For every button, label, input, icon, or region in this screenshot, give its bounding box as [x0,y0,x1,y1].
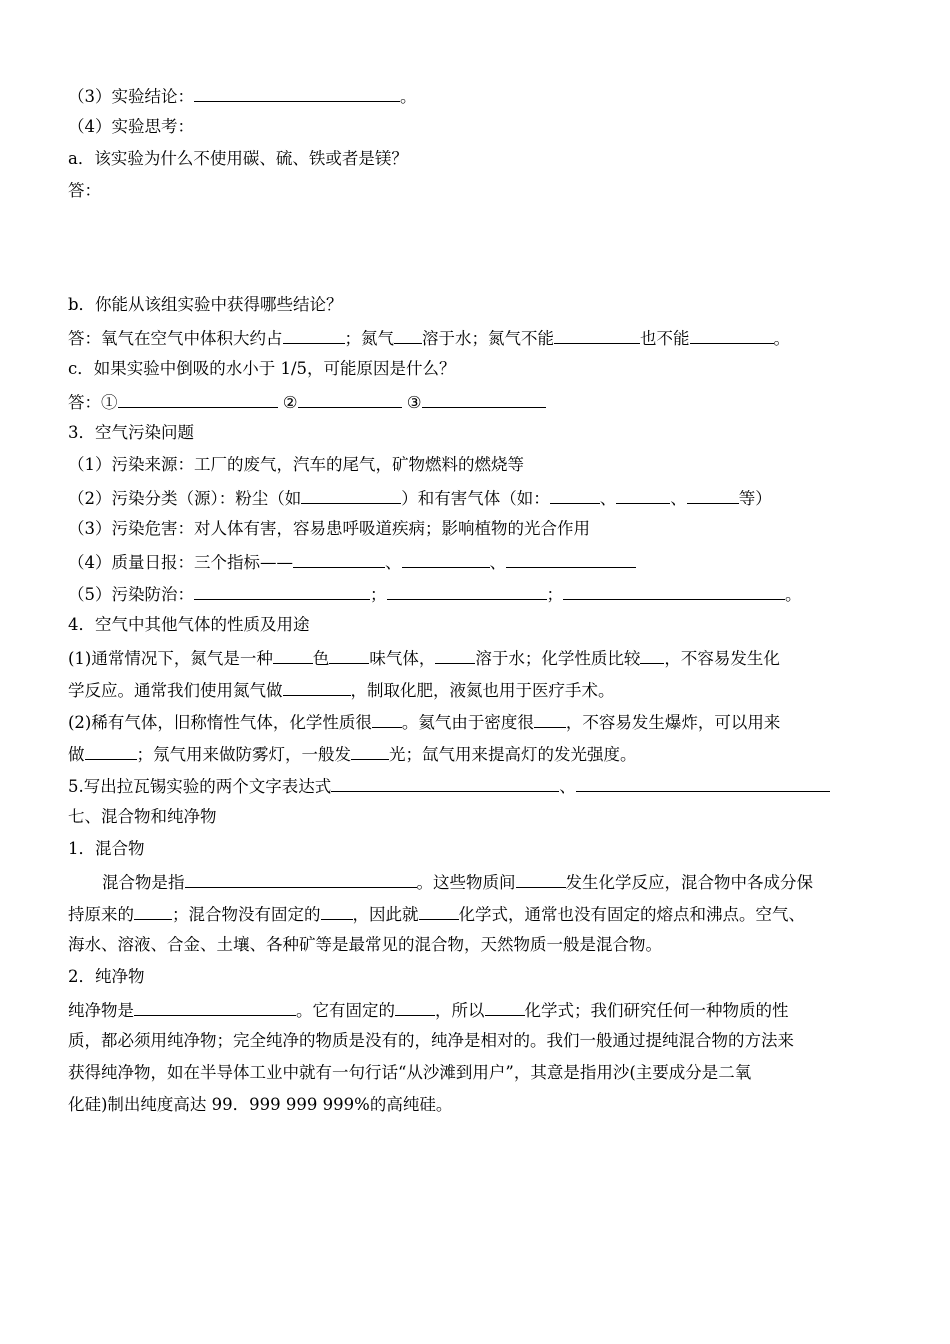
prompt-text: 。 [773,329,790,348]
pure-substance-heading [68,966,145,988]
prompt-text: ；氮气 [344,329,394,348]
answer-a-label [68,180,101,202]
answer-blank[interactable] [550,486,600,504]
prompt-text: 味气体， [369,649,436,668]
answer-blank[interactable] [134,998,296,1016]
prompt-text: 学反应。通常我们使用氮气做 [68,681,283,700]
body-text: 海水、溶液、合金、土壤、各种矿等是最常见的混合物，天然物质一般是混合物。 [68,935,662,954]
nitrogen-properties-line-2 [68,678,615,700]
pollution-source-line [68,454,524,476]
answer-blank[interactable] [85,742,137,760]
quality-report-line [68,550,636,572]
answer-blank[interactable] [690,326,774,344]
answer-blank[interactable] [616,486,670,504]
prompt-text: （2）污染分类（源）：粉尘（如 [68,489,302,508]
pure-substance-line-4 [68,1094,452,1116]
prompt-text: 光；氙气用来提高灯的发光强度。 [389,745,637,764]
prompt-text: 溶于水；氮气不能 [422,329,554,348]
pure-substance-line-2 [68,1030,794,1052]
question-b [68,294,343,316]
answer-c-line [68,390,546,412]
answer-blank[interactable] [394,326,422,344]
answer-blank[interactable] [283,678,351,696]
question-text: a．该实验为什么不使用碳、硫、铁或者是镁？ [68,149,408,168]
prompt-text: 、 [670,489,687,508]
prompt-text: ； [546,585,563,604]
answer-b-line [68,326,790,348]
answer-blank[interactable] [273,646,313,664]
prompt-text: 混合物是指 [102,873,185,892]
lavoisier-equation-line [68,774,830,796]
prompt-text: 5.写出拉瓦锡实验的两个文字表达式 [68,777,332,796]
pollution-prevention-line [68,582,802,604]
heading-text: 七、混合物和纯净物 [68,807,217,826]
prompt-text: ）和有害气体（如： [401,489,550,508]
answer-blank[interactable] [118,390,278,408]
prompt-text: 、 [559,777,576,796]
question-text: b．你能从该组实验中获得哪些结论？ [68,295,343,314]
pure-substance-line-3 [68,1062,751,1084]
answer-blank[interactable] [563,582,785,600]
prompt-text: 。氦气由于密度很 [401,713,534,732]
prompt-text: 做 [68,745,85,764]
answer-blank[interactable] [372,710,402,728]
prompt-text: 。这些物质间 [416,873,516,892]
mixture-definition-line-1 [102,870,813,892]
answer-blank[interactable] [402,550,490,568]
prompt-text: 发生化学反应，混合物中各成分保 [565,873,813,892]
answer-blank[interactable] [422,390,546,408]
question-text: c．如果实验中倒吸的水小于 1/5，可能原因是什么？ [68,359,456,378]
experiment-thinking-heading [68,116,194,138]
pure-substance-line-1 [68,998,789,1020]
prompt-text: （4）实验思考： [68,117,194,136]
answer-blank[interactable] [576,774,830,792]
answer-blank[interactable] [687,486,739,504]
prompt-text: ；混合物没有固定的 [172,905,321,924]
noble-gas-line-1 [68,710,780,732]
answer-blank[interactable] [534,710,566,728]
prompt-text: 持原来的 [68,905,134,924]
answer-blank[interactable] [329,646,369,664]
answer-blank[interactable] [301,486,401,504]
answer-blank[interactable] [293,550,385,568]
answer-blank[interactable] [435,646,475,664]
pollution-classification-line [68,486,772,508]
prompt-text: 、 [489,553,506,572]
answer-blank[interactable] [485,998,525,1016]
answer-blank[interactable] [331,774,559,792]
answer-blank[interactable] [395,998,435,1016]
prompt-text: 。 [785,585,802,604]
prompt-text: （3）实验结论： [68,87,194,106]
heading-text: 3．空气污染问题 [68,423,194,442]
prompt-text: 色 [312,649,330,668]
prompt-text: 化学式，通常也没有固定的熔点和沸点。空气、 [458,905,805,924]
prompt-text: ② [277,393,298,412]
prompt-text: ，不容易发生化 [664,649,780,668]
section-4-heading [68,614,310,636]
prompt-text: ，所以 [435,1001,485,1020]
mixture-definition-line-2 [68,902,805,924]
prompt-text: 溶于水；化学性质比较 [475,649,641,668]
prompt-text: ，因此就 [352,905,419,924]
body-text: 质，都必须用纯净物；完全纯净的物质是没有的，纯净是相对的。我们一般通过提纯混合物的方法来 [68,1031,794,1050]
body-text: （1）污染来源：工厂的废气，汽车的尾气，矿物燃料的燃烧等 [68,455,524,474]
answer-blank[interactable] [351,742,389,760]
prompt-text: 答：氧气在空气中体积大约占 [68,329,283,348]
prompt-text: 也不能 [640,329,690,348]
prompt-text: 等） [738,489,772,508]
question-c [68,358,456,380]
answer-blank[interactable] [194,582,370,600]
mixture-examples-line [68,934,662,956]
prompt-text: 答：① [68,393,118,412]
section-7-heading [68,806,217,828]
answer-blank[interactable] [298,390,402,408]
answer-blank[interactable] [419,902,459,920]
body-text: 获得纯净物，如在半导体工业中就有一句行话“从沙滩到用户”，其意是指用沙(主要成分是二氧 [68,1063,752,1082]
heading-text: 2．纯净物 [68,967,145,986]
noble-gas-line-2 [68,742,637,764]
prompt-text: 纯净物是 [68,1001,134,1020]
answer-blank[interactable] [554,326,640,344]
prompt-text: ； [370,585,387,604]
prompt-text: （4）质量日报：三个指标—— [68,553,293,572]
body-text: 化硅)制出纯度高达 99．999 999 999%的高纯硅。 [68,1095,453,1114]
prompt-text: ，不容易发生爆炸，可以用来 [565,713,781,732]
prompt-text: 。它有固定的 [296,1001,395,1020]
answer-blank[interactable] [387,582,547,600]
answer-blank[interactable] [516,870,566,888]
body-text: （3）污染危害：对人体有害，容易患呼吸道疾病；影响植物的光合作用 [68,519,590,538]
heading-text: 4．空气中其他气体的性质及用途 [68,615,310,634]
heading-text: 1．混合物 [68,839,145,858]
nitrogen-properties-line-1 [68,646,780,668]
answer-label: 答： [68,181,101,200]
answer-blank[interactable] [321,902,353,920]
prompt-text: 化学式；我们研究任何一种物质的性 [524,1001,789,1020]
answer-blank[interactable] [134,902,172,920]
question-a [68,148,408,170]
experiment-conclusion-line [68,84,417,106]
pollution-harm-line [68,518,590,540]
answer-blank[interactable] [185,870,417,888]
prompt-text: ，制取化肥，液氮也用于医疗手术。 [350,681,615,700]
prompt-text: 、 [599,489,617,508]
prompt-text: ；氖气用来做防雾灯，一般发 [136,745,351,764]
prompt-text: ③ [401,393,422,412]
prompt-text: (1)通常情况下，氮气是一种 [68,649,273,668]
answer-blank[interactable] [640,646,664,664]
answer-blank[interactable] [194,84,400,102]
mixture-heading [68,838,145,860]
answer-blank[interactable] [283,326,345,344]
prompt-text: 、 [385,553,402,572]
prompt-text: 。 [400,87,417,106]
prompt-text: (2)稀有气体，旧称惰性气体，化学性质很 [68,713,372,732]
section-3-heading [68,422,194,444]
answer-blank[interactable] [506,550,636,568]
prompt-text: （5）污染防治： [68,585,194,604]
